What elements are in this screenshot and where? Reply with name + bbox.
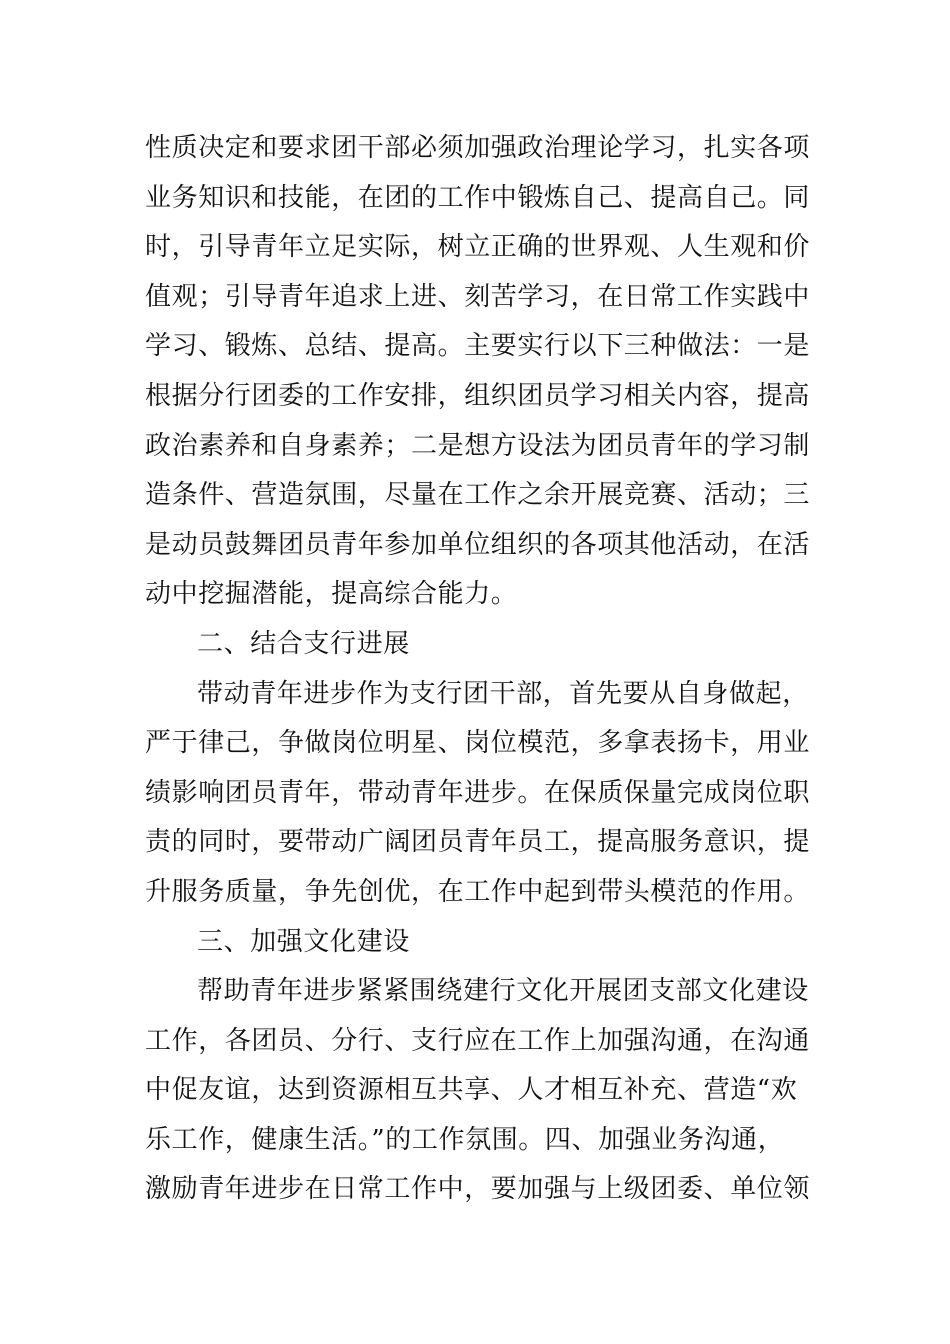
text-line: 二、结合支行进展	[197, 628, 410, 659]
text-line: 业务知识和技能，在团的工作中锻炼自己、提高自己。同	[145, 182, 811, 213]
document-body	[145, 124, 815, 1215]
text-line: 责的同时，要带动广阔团员青年员工，提高服务意识，提	[145, 827, 811, 858]
text-line: 政治素养和自身素养；二是想方设法为团员青年的学习制	[145, 430, 811, 461]
text-line: 根据分行团委的工作安排，组织团员学习相关内容，提高	[145, 380, 811, 411]
text-line: 严于律己，争做岗位明星、岗位模范，多拿表扬卡，用业	[145, 728, 811, 759]
text-line: 学习、锻炼、总结、提高。主要实行以下三种做法：一是	[145, 331, 811, 362]
text-line: 升服务质量，争先创优，在工作中起到带头模范的作用。	[145, 876, 811, 907]
text-line: 值观；引导青年追求上进、刻苦学习，在日常工作实践中	[145, 281, 811, 312]
text-line: 造条件、营造氛围，尽量在工作之余开展竞赛、活动；三	[145, 480, 811, 511]
text-line: 是动员鼓舞团员青年参加单位组织的各项其他活动，在活	[145, 529, 811, 560]
text-line: 中促友谊，达到资源相互共享、人才相互补充、营造“欢	[145, 1075, 798, 1106]
text-line: 工作，各团员、分行、支行应在工作上加强沟通，在沟通	[145, 1025, 811, 1056]
text-line: 带动青年进步作为支行团干部，首先要从自身做起，	[197, 678, 809, 709]
text-line: 时，引导青年立足实际，树立正确的世界观、人生观和价	[145, 232, 811, 263]
text-line: 帮助青年进步紧紧围绕建行文化开展团支部文化建设	[197, 976, 809, 1007]
text-line: 激励青年进步在日常工作中，要加强与上级团委、单位领	[145, 1174, 811, 1205]
text-line: 三、加强文化建设	[197, 926, 410, 957]
text-line: 性质决定和要求团干部必须加强政治理论学习，扎实各项	[145, 133, 811, 163]
text-line: 乐工作，健康生活。”的工作氛围。四、加强业务沟通，	[145, 1124, 785, 1155]
text-line: 动中挖掘潜能，提高综合能力。	[145, 579, 518, 610]
text-line: 绩影响团员青年，带动青年进步。在保质保量完成岗位职	[145, 777, 811, 808]
